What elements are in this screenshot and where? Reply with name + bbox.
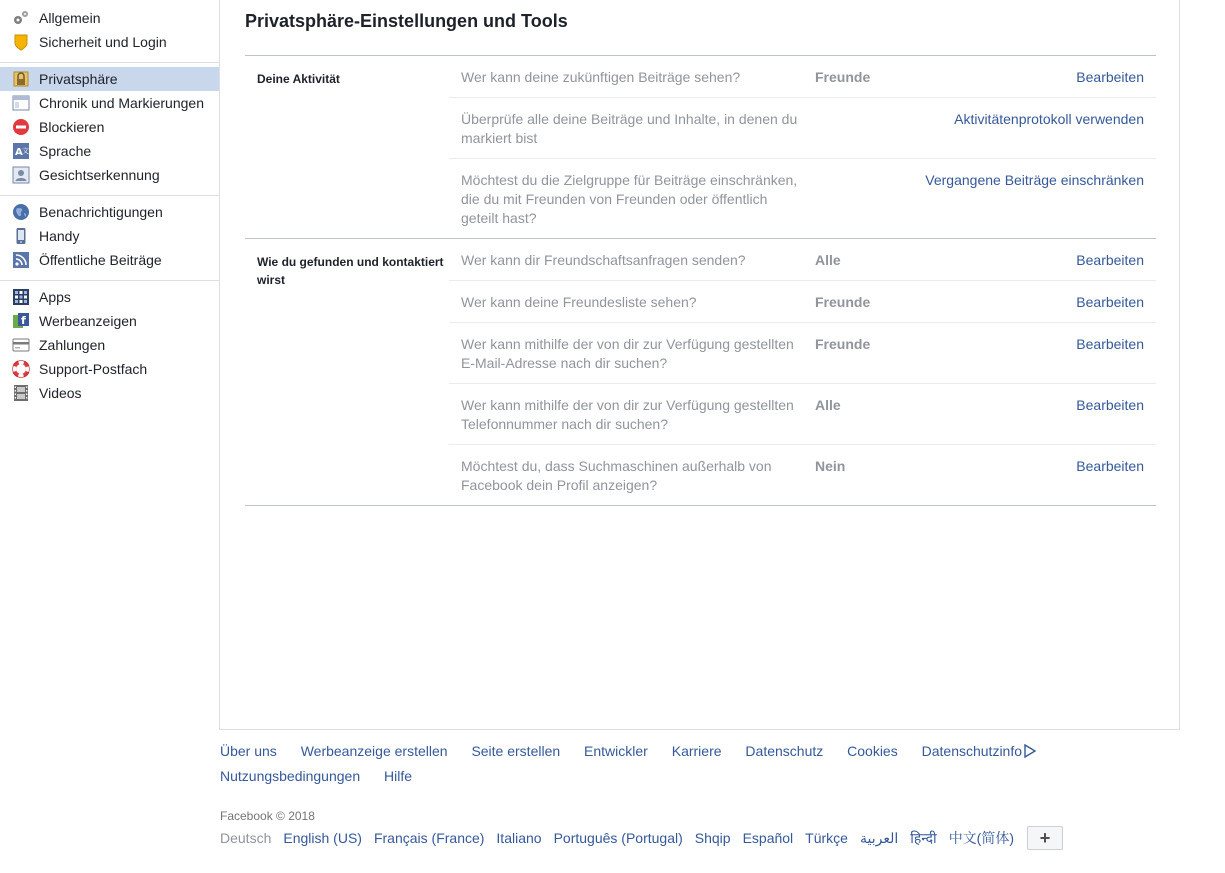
sidebar-item-label: Sprache	[39, 143, 92, 159]
rss-icon	[12, 251, 30, 269]
shield-icon	[12, 33, 30, 51]
page-footer	[220, 740, 1120, 850]
setting-question: Möchtest du die Zielgruppe für Beiträge einschränken, die du mit Freunden von Freunden oder öffentlich geteilt hast?	[461, 172, 798, 226]
face-recognition-icon	[12, 166, 30, 184]
edit-link[interactable]: Bearbeiten	[1076, 69, 1144, 85]
sidebar-item-label: Benachrichtigungen	[39, 204, 163, 220]
footer-link-nutzungsbedingungen[interactable]: Nutzungsbedingungen	[220, 768, 361, 784]
sidebar-item-label: Apps	[39, 289, 71, 305]
privacy-settings-table	[245, 55, 1156, 506]
footer-link-datenschutz[interactable]: Datenschutz	[745, 743, 824, 759]
sidebar-item-zahlungen[interactable]	[0, 333, 220, 357]
activity-log-link[interactable]: Aktivitätenprotokoll verwenden	[954, 111, 1144, 127]
sidebar-item-blockieren[interactable]	[0, 115, 220, 139]
section-deine-aktivitaet	[245, 55, 1156, 238]
sidebar-item-werbeanzeigen[interactable]	[0, 309, 220, 333]
setting-question: Überprüfe alle deine Beiträge und Inhalte, in denen du markiert bist	[461, 111, 798, 146]
setting-row[interactable]	[449, 322, 1156, 383]
sidebar-item-label: Allgemein	[39, 10, 101, 26]
language-link[interactable]: Português (Portugal)	[553, 830, 683, 846]
sidebar-item-sprache[interactable]	[0, 139, 220, 163]
timeline-icon	[12, 94, 30, 112]
svg-text:A: A	[15, 147, 23, 158]
language-link[interactable]: Español	[742, 830, 794, 846]
ads-icon	[12, 312, 30, 330]
footer-link-seite-erstellen[interactable]: Seite erstellen	[471, 743, 561, 759]
sidebar-item-label: Zahlungen	[39, 337, 106, 353]
setting-row[interactable]	[449, 56, 1156, 97]
footer-link-datenschutzinfo[interactable]	[922, 743, 1037, 759]
settings-panel	[219, 0, 1180, 730]
sidebar-item-label: Sicherheit und Login	[39, 34, 167, 50]
footer-link-entwickler[interactable]: Entwickler	[584, 743, 648, 759]
language-link[interactable]: Shqip	[694, 830, 731, 846]
credit-card-icon	[12, 336, 30, 354]
language-icon	[12, 142, 30, 160]
footer-link-werbeanzeige-erstellen[interactable]: Werbeanzeige erstellen	[300, 743, 448, 759]
sidebar-item-videos[interactable]	[0, 381, 220, 405]
sidebar-item-handy[interactable]	[0, 224, 220, 248]
sidebar-item-oeffentliche-beitraege[interactable]	[0, 248, 220, 272]
setting-value: Freunde	[815, 69, 871, 85]
sidebar-group-account	[0, 0, 220, 63]
setting-row[interactable]	[449, 97, 1156, 158]
sidebar-item-label: Handy	[39, 228, 80, 244]
sidebar-item-label: Blockieren	[39, 119, 105, 135]
setting-question: Wer kann dir Freundschaftsanfragen senden?	[461, 252, 746, 268]
setting-value: Alle	[815, 252, 841, 268]
setting-question: Möchtest du, dass Suchmaschinen außerhalb von Facebook dein Profil anzeigen?	[461, 458, 772, 493]
sidebar-item-chronik-und-markierungen[interactable]	[0, 91, 220, 115]
block-icon	[12, 118, 30, 136]
sidebar-item-label: Support-Postfach	[39, 361, 148, 377]
lifebuoy-icon	[12, 360, 30, 378]
setting-row[interactable]	[449, 239, 1156, 280]
footer-link-hilfe[interactable]: Hilfe	[384, 768, 413, 784]
svg-text:f: f	[21, 314, 26, 327]
setting-question: Wer kann mithilfe der von dir zur Verfügung gestellten E-Mail-Adresse nach dir suchen?	[461, 336, 794, 371]
edit-link[interactable]: Bearbeiten	[1076, 397, 1144, 413]
setting-value: Freunde	[815, 336, 871, 352]
setting-question: Wer kann deine Freundesliste sehen?	[461, 294, 697, 310]
setting-row[interactable]	[449, 280, 1156, 322]
sidebar-item-support-postfach[interactable]	[0, 357, 220, 381]
footer-link-karriere[interactable]: Karriere	[671, 743, 722, 759]
sidebar-group-notifications	[0, 196, 220, 281]
sidebar-item-label: Chronik und Markierungen	[39, 95, 204, 111]
setting-value: Freunde	[815, 294, 871, 310]
sidebar-item-allgemein[interactable]	[0, 6, 220, 30]
language-link[interactable]: العربية	[859, 829, 899, 846]
language-link[interactable]: Italiano	[496, 830, 542, 846]
language-link[interactable]: 中文(简体)	[948, 830, 1015, 846]
language-link[interactable]: हिन्दी	[910, 829, 937, 846]
footer-link-ueber-uns[interactable]: Über uns	[220, 743, 277, 759]
sidebar-group-privacy	[0, 63, 220, 196]
sidebar-group-apps	[0, 281, 220, 413]
setting-row[interactable]	[449, 158, 1156, 238]
edit-link[interactable]: Bearbeiten	[1076, 336, 1144, 352]
current-language: Deutsch	[220, 830, 272, 846]
section-gefunden-und-kontaktiert	[245, 238, 1156, 506]
sidebar-item-label: Gesichtserkennung	[39, 167, 160, 183]
footer-link-label: Datenschutzinfo	[921, 743, 1023, 759]
sidebar-item-label: Privatsphäre	[39, 71, 118, 87]
footer-links	[220, 740, 1120, 788]
limit-past-posts-link[interactable]: Vergangene Beiträge einschränken	[925, 172, 1144, 188]
edit-link[interactable]: Bearbeiten	[1076, 458, 1144, 474]
language-link[interactable]: Français (France)	[373, 830, 485, 846]
sidebar-item-label: Videos	[39, 385, 82, 401]
sidebar-item-gesichtserkennung[interactable]	[0, 163, 220, 187]
setting-row[interactable]	[449, 444, 1156, 505]
language-link[interactable]: English (US)	[283, 830, 362, 846]
setting-question: Wer kann mithilfe der von dir zur Verfügung gestellten Telefonnummer nach dir suchen?	[461, 397, 794, 432]
svg-text:文: 文	[22, 147, 29, 155]
edit-link[interactable]: Bearbeiten	[1076, 294, 1144, 310]
sidebar-item-benachrichtigungen[interactable]	[0, 200, 220, 224]
setting-row[interactable]	[449, 383, 1156, 444]
sidebar-item-label: Werbeanzeigen	[39, 313, 137, 329]
sidebar-item-label: Öffentliche Beiträge	[39, 252, 162, 268]
setting-question: Wer kann deine zukünftigen Beiträge sehen?	[461, 69, 741, 85]
gears-icon	[12, 9, 30, 27]
mobile-icon	[12, 227, 30, 245]
more-languages-button[interactable]: +	[1027, 826, 1063, 850]
settings-sidebar	[0, 0, 220, 413]
setting-value: Alle	[815, 397, 841, 413]
setting-value: Nein	[815, 458, 846, 474]
language-link[interactable]: Türkçe	[805, 830, 848, 846]
sidebar-item-sicherheit-und-login[interactable]	[0, 30, 220, 54]
section-title: Wie du gefunden und kontaktiert wirst	[257, 255, 444, 287]
page-title: Privatsphäre-Einstellungen und Tools	[245, 11, 568, 31]
section-title: Deine Aktivität	[257, 72, 340, 86]
footer-link-cookies[interactable]: Cookies	[847, 743, 898, 759]
apps-icon	[12, 288, 30, 306]
padlock-icon	[12, 70, 30, 88]
copyright: Facebook © 2018	[220, 809, 315, 823]
film-icon	[12, 384, 30, 402]
sidebar-item-privatsphaere[interactable]	[0, 67, 220, 91]
language-selector	[220, 826, 1120, 850]
adchoices-icon	[1023, 742, 1037, 765]
edit-link[interactable]: Bearbeiten	[1076, 252, 1144, 268]
globe-icon	[12, 203, 30, 221]
sidebar-item-apps[interactable]	[0, 285, 220, 309]
